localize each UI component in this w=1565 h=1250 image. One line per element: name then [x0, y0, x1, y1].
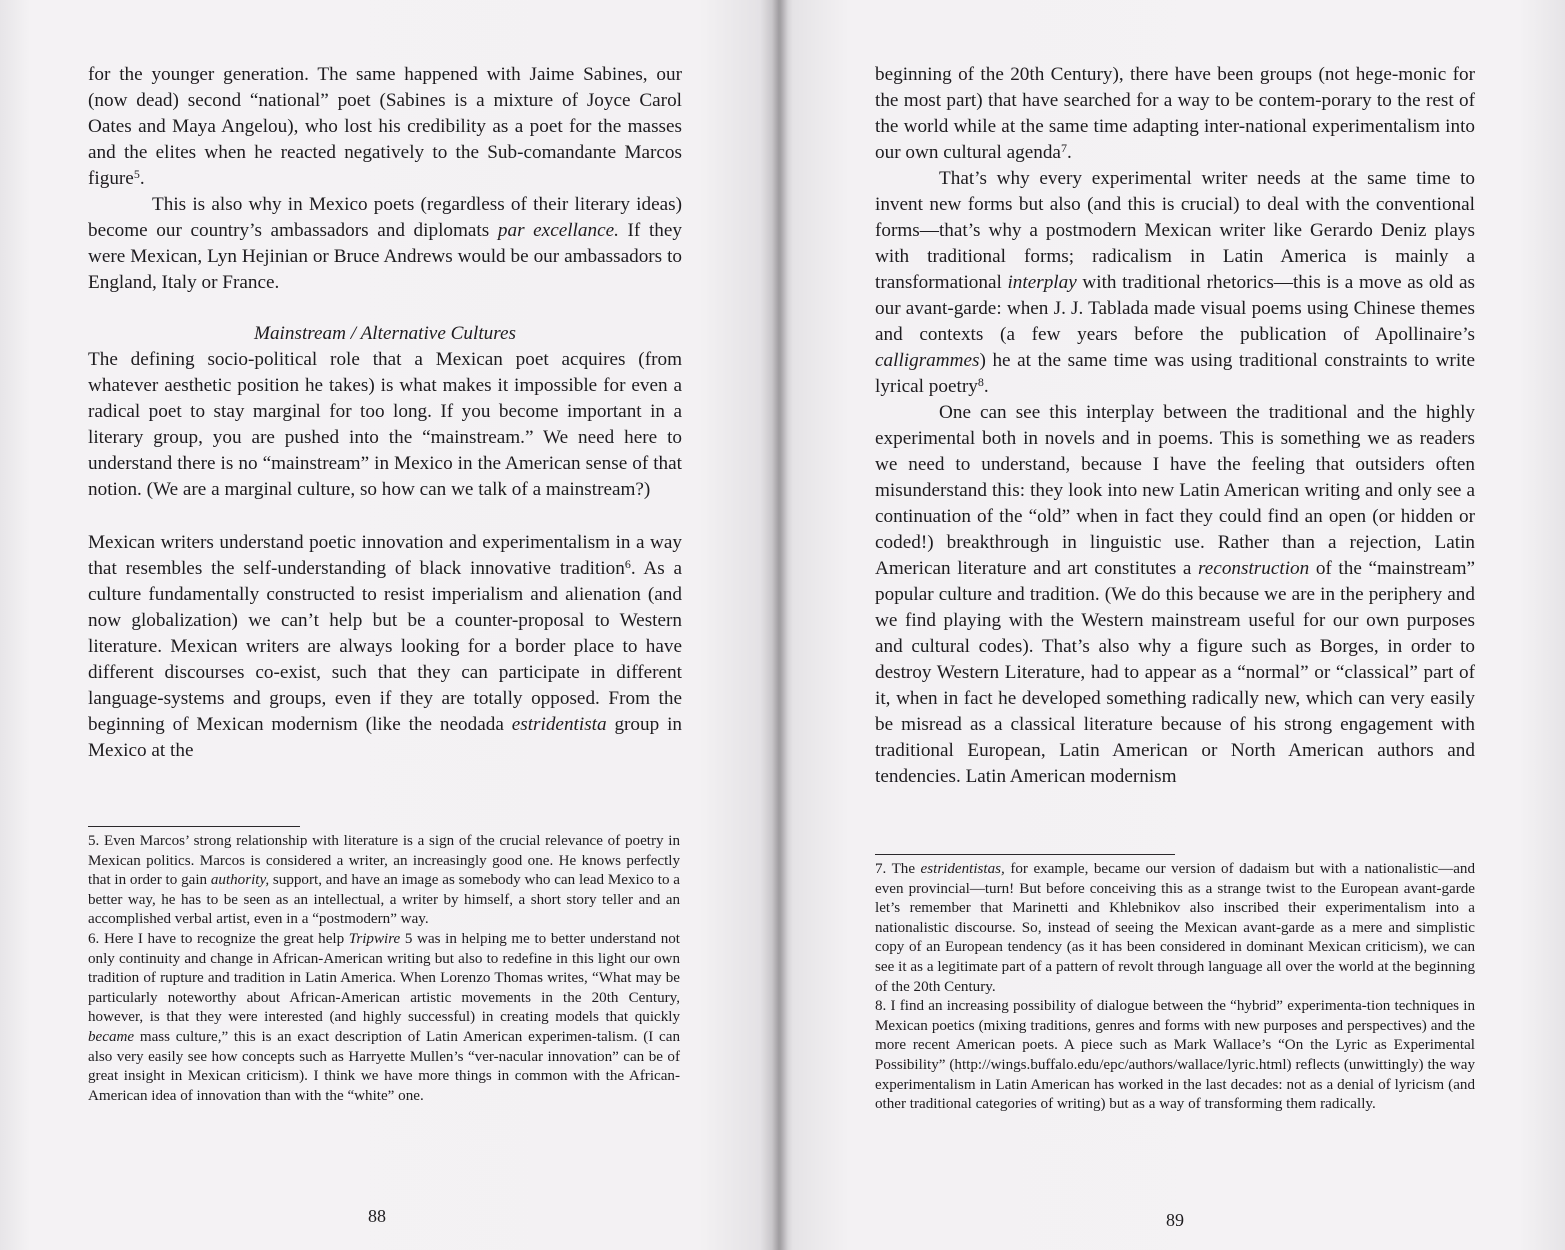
footnote-divider — [875, 854, 1175, 855]
right-footnotes — [875, 860, 1475, 1115]
footnote-5 — [88, 832, 680, 930]
italic-run: estridentistas, — [920, 861, 1005, 877]
left-page — [0, 0, 779, 1250]
footnote-divider — [88, 826, 300, 827]
italic-run: Tripwire — [348, 930, 401, 947]
italic-run: authority, — [210, 872, 270, 889]
left-paragraph-3: The defining socio-political role that a Mexican poet acquires (from whatever aesthetic position he takes) is what makes it impossible for even a radical poet to stay marginal for too long. If you become important in a literary group, you are pushed into the “mainstream.” We need here to understand there is no “mainstream” in Mexico in the American sense of that notion. (We are a marginal culture, so how can we talk of a mainstream?) — [88, 349, 682, 500]
text-run: . As a culture fundamentally constructed to resist imperialism and alienation (and now globalization) we can’t help but be a counter-proposal to Western literature. Mexican writers are always looking for a border place to have different discourses co-exist, such that they can participate in different language-systems and groups, even if they are totally opposed. From the beginning of Mexican modernism (like the neodada — [88, 558, 683, 735]
text-run: . — [1066, 142, 1072, 163]
text-run: ) he at the same time was using traditional constraints to write lyrical poetry — [875, 350, 1475, 397]
right-main-text — [875, 62, 1475, 790]
footnote-ref-8: 8 — [977, 375, 984, 389]
italic-run: interplay — [1007, 272, 1077, 293]
footnote-ref-6: 6 — [624, 557, 631, 571]
text-run: with traditional rhetorics—this is a move as old as our avant-garde: when J. J. Tablada made visual poems using Chinese themes and contexts (a few years before the publication of Apollinaire’s — [875, 272, 1476, 345]
right-paragraph-1 — [875, 62, 1475, 166]
left-paragraph-2 — [88, 192, 682, 296]
section-heading: Mainstream / Alternative Cultures — [253, 323, 517, 344]
footnote-ref-5: 5 — [133, 167, 140, 181]
left-paragraph-4 — [88, 530, 682, 764]
book-gutter — [772, 0, 788, 1250]
text-run: 7. The — [875, 861, 921, 877]
text-run: mass culture,” this is an exact description of Latin American experimen-talism. (I can also very easily see how concepts such as Harryette Mullen’s “ver-nacular innovation” can be of great insight in Mexican criticism). I think we have more things in common with the African-American idea of innovation than with the “white” one. — [88, 1028, 680, 1104]
text-run: This is also why in Mexico poets (regardless of their literary ideas) become our country’s ambassadors and diplomats — [88, 194, 682, 241]
text-run: . — [983, 376, 989, 397]
right-paragraph-3 — [875, 400, 1475, 790]
right-paragraph-2 — [875, 166, 1475, 400]
text-run: That’s why every experimental writer needs at the same time to invent new forms but also (and this is crucial) to deal with the conventional forms—that’s why a postmodern Mexican writer like Gerardo Deniz plays with traditional forms; radicalism in Latin America is mainly a transformational — [875, 168, 1475, 293]
text-run: One can see this interplay between the traditional and the highly experimental both in novels and in poems. This is something we as readers we need to understand, because I have the feeling that outsiders often misunderstand this: they look into new Latin American writing and only see a continuation of the “old” when in fact they could find an open (or hidden or coded!) breakthrough in linguistic use. Rather than a rejection, Latin American literature and art constitutes a — [875, 402, 1475, 579]
left-footnotes — [88, 832, 680, 1106]
text-run: of the “mainstream” popular culture and tradition. (We do this because we are in the periphery and we find playing with the Western mainstream useful for our own purposes and cultural codes). That’s also why a figure such as Borges, in order to destroy Western Literature, had to appear as a “normal” or “classical” part of it, when in fact he developed something radically new, which can very easily be misread as a classical literature because of his strong engagement with traditional European, Latin American or North American authors and tendencies. Latin American modernism — [875, 558, 1476, 787]
left-main-text — [88, 62, 682, 764]
footnote-8: 8. I find an increasing possibility of dialogue between the “hybrid” experimenta-tion techniques in Mexican poetics (mixing traditions, genres and forms with new purposes and perspectives) and the more recent American poets. A piece such as Mark Wallace’s “On the Lyric as Experimental Possibility” (http://wings.buffalo.edu/epc/authors/wallace/lyric.html) reflects (unwittingly) the way experimentalism in Latin American has worked in the last decades: not as a denial of lyricism (and other traditional categories of writing) but as a way of transforming them radically. — [875, 998, 1475, 1113]
page-number: 88 — [368, 1206, 386, 1226]
text-run: 6. Here I have to recognize the great help — [88, 930, 349, 947]
italic-run: reconstruction — [1198, 558, 1310, 579]
left-paragraph-1 — [88, 62, 682, 192]
footnote-7 — [875, 860, 1475, 997]
italic-run: calligrammes — [875, 350, 980, 371]
italic-run: estridentista — [511, 714, 607, 735]
text-run: Mexican writers understand poetic innovation and experimentalism in a way that resembles the self-understanding of black innovative tradition — [88, 532, 682, 579]
text-run: for example, became our version of dadaism but with a nationalistic—and even provincial—turn! But before conceiving this as a strange twist to the European avant-garde let’s remember that Marinetti and Khlebnikov also inscribed their experimentalism into a nationalistic discourse. So, instead of seeing the Mexican avant-garde as a mere and simplistic copy of an European tendency (as it has been considered in dominant Mexican criticism), we can see it as a legitimate part of a pattern of revolt through language all over the world at the beginning of the 20th Century. — [875, 861, 1475, 995]
text-run: 5. Even Marcos’ strong relationship with literature is a sign of the crucial relevance of poetry in Mexican politics. Marcos is considered a writer, an increasingly good one. He knows perfectly that in order to gain — [88, 833, 680, 889]
text-run: If they were Mexican, Lyn Hejinian or Bruce Andrews would be our ambassadors to England, Italy or France. — [88, 220, 682, 293]
text-run: 5 was in helping me to better understand not only continuity and change in African-American writing but also to redefine in this light our own tradition of rupture and tradition in Latin America. When Lorenzo Thomas writes, “What may be particularly noteworthy about African-American artistic movements in the 20th Century, however, is that they were interested (and highly successful) in creating models that quickly — [88, 930, 680, 1026]
text-run: beginning of the 20th Century), there have been groups (not hege-monic for the most part) that have searched for a way to be contem-porary to the rest of the world while at the same time adapting inter-national experimentalism into our own cultural agenda — [875, 64, 1475, 163]
italic-run: par excellance. — [497, 220, 619, 241]
text-run: group in Mexico at the — [88, 714, 682, 761]
right-page — [779, 0, 1565, 1250]
text-run: for the younger generation. The same happened with Jaime Sabines, our (now dead) second “national” poet (Sabines is a mixture of Joyce Carol Oates and Maya Angelou), who lost his credibility as a poet for the masses and the elites when he reacted negatively to the Sub-comandante Marcos figure — [88, 64, 682, 189]
italic-run: became — [88, 1028, 135, 1045]
text-run: support, and have an image as somebody who can lead Mexico to a better way, he has to be seen as an intellectual, a writer by himself, a short story teller and an accomplished verbal artist, even in a “postmodern” way. — [88, 872, 680, 928]
footnote-ref-7: 7 — [1060, 141, 1067, 155]
text-run: . — [139, 168, 145, 189]
page-number: 89 — [1166, 1210, 1184, 1230]
footnote-6 — [88, 930, 680, 1106]
